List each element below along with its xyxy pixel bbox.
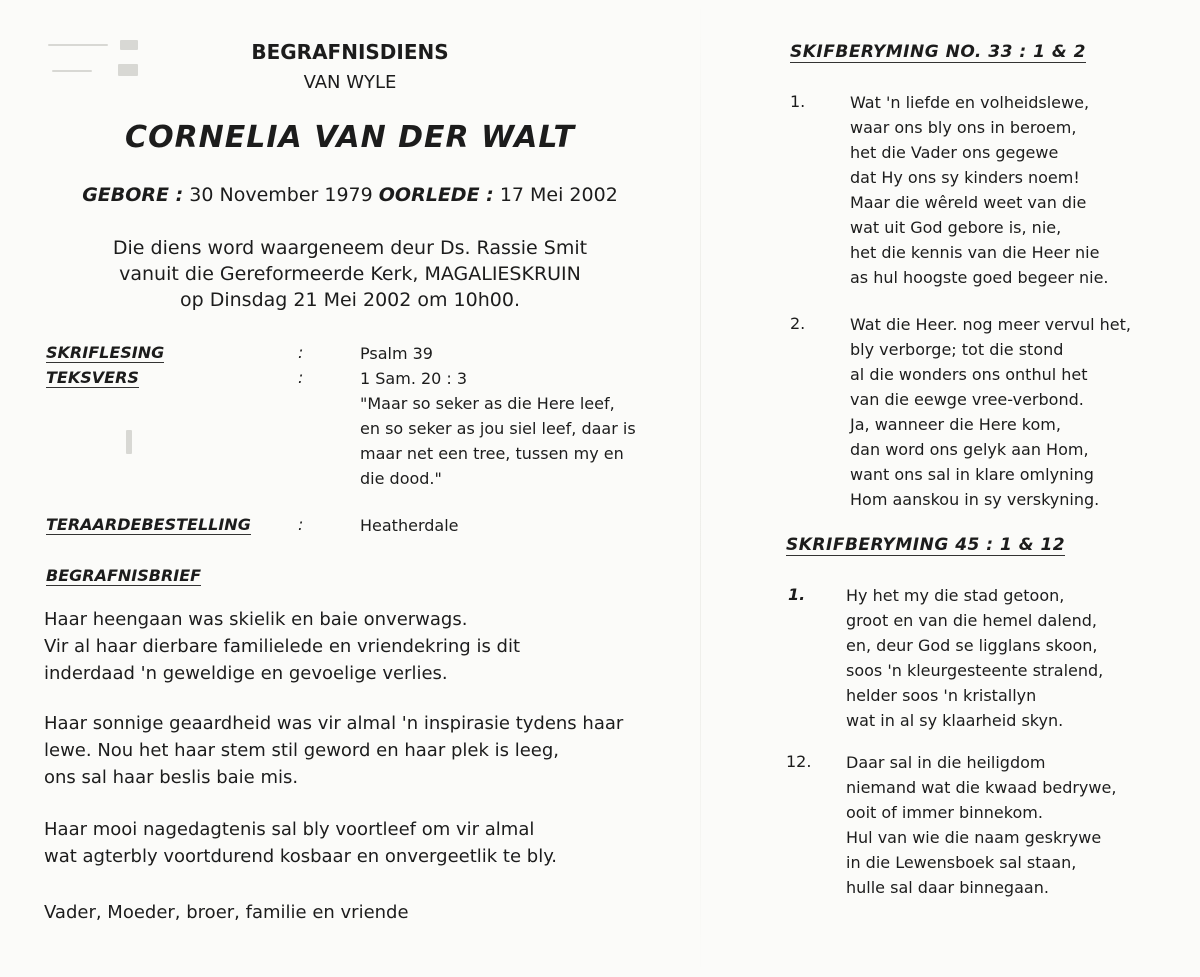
letter-signoff [44, 899, 409, 926]
verse-line: hulle sal daar binnegaan. [846, 878, 1049, 897]
born-date: 30 November 1979 [189, 184, 373, 206]
verse-text [846, 583, 1103, 733]
verse-line: het die Vader ons gegewe [850, 143, 1059, 162]
quote-line: maar net een tree, tussen my en [360, 444, 624, 463]
scripture-colon: : [298, 343, 304, 362]
letter-line: lewe. Nou het haar stem stil geword en haar plek is leeg, [44, 740, 560, 761]
verse-line: Wat die Heer. nog meer vervul het, [850, 315, 1131, 334]
verse-line: as hul hoogste goed begeer nie. [850, 268, 1109, 287]
verse-number: 1. [788, 585, 806, 604]
died-label: OORLEDE : [378, 184, 494, 206]
text-verse-quote [360, 391, 636, 491]
letter-line: Haar sonnige geaardheid was vir almal 'n inspirasie tydens haar [44, 713, 624, 734]
verse-line: het die kennis van die Heer nie [850, 243, 1100, 262]
text-verse-label: TEKSVERS [46, 368, 139, 387]
verse-line: Daar sal in die heiligdom [846, 753, 1046, 772]
burial-label: TERAARDEBESTELLING [46, 515, 251, 534]
verse-line: wat in al sy klaarheid skyn. [846, 711, 1064, 730]
scripture-value: Psalm 39 [360, 344, 433, 363]
verse-line: groot en van die hemel dalend, [846, 611, 1097, 630]
right-page [700, 0, 1200, 977]
letter-line: inderdaad 'n geweldige en gevoelige verlies. [44, 663, 448, 684]
burial-colon: : [298, 515, 304, 534]
service-title: BEGRAFNISDIENS [251, 40, 449, 64]
verse-line: Wat 'n liefde en volheidslewe, [850, 93, 1090, 112]
verse-line: soos 'n kleurgesteente stralend, [846, 661, 1104, 680]
service-line: Die diens word waargeneem deur Ds. Rassie Smit [112, 237, 588, 259]
verse-line: niemand wat die kwaad bedrywe, [846, 778, 1117, 797]
letter-paragraph [44, 710, 623, 791]
verse-line: ooit of immer binnekom. [846, 803, 1043, 822]
verse-text [850, 312, 1131, 512]
verse-line: en, deur God se ligglans skoon, [846, 636, 1098, 655]
quote-line: en so seker as jou siel leef, daar is [360, 419, 636, 438]
quote-line: "Maar so seker as die Here leef, [360, 394, 615, 413]
dates-line [0, 184, 700, 206]
verse-line: Ja, wanneer die Here kom, [850, 415, 1061, 434]
text-verse-colon: : [298, 368, 304, 387]
verse-line: al die wonders ons onthul het [850, 365, 1088, 384]
deceased-name: CORNELIA VAN DER WALT [125, 120, 575, 155]
service-details [0, 235, 700, 313]
letter-paragraph [44, 606, 520, 687]
hymn-45-heading: SKRIFBERYMING 45 : 1 & 12 [786, 535, 1066, 555]
verse-number: 2. [790, 314, 806, 333]
verse-line: in die Lewensboek sal staan, [846, 853, 1077, 872]
verse-line: Hom aanskou in sy verskyning. [850, 490, 1100, 509]
letter-line: Haar mooi nagedagtenis sal bly voortleef om vir almal [44, 819, 535, 840]
verse-number: 12. [786, 752, 812, 771]
verse-number: 1. [790, 92, 806, 111]
verse-line: Maar die wêreld weet van die [850, 193, 1087, 212]
born-label: GEBORE : [82, 184, 184, 206]
verse-text [846, 750, 1116, 900]
verse-line: dan word ons gelyk aan Hom, [850, 440, 1089, 459]
verse-line: dat Hy ons sy kinders noem! [850, 168, 1080, 187]
scripture-label: SKRIFLESING [46, 343, 165, 362]
service-subtitle: VAN WYLE [303, 72, 397, 93]
verse-line: waar ons bly ons in beroem, [850, 118, 1077, 137]
letter-paragraph [44, 816, 557, 870]
burial-value: Heatherdale [360, 516, 459, 535]
service-line: vanuit die Gereformeerde Kerk, MAGALIESKRUIN [119, 263, 581, 285]
verse-line: want ons sal in klare omlyning [850, 465, 1094, 484]
died-date: 17 Mei 2002 [499, 184, 618, 206]
letter-heading: BEGRAFNISBRIEF [46, 566, 202, 585]
verse-line: Hul van wie die naam geskrywe [846, 828, 1102, 847]
letter-line: Vir al haar dierbare familielede en vriendekring is dit [44, 636, 521, 657]
verse-line: wat uit God gebore is, nie, [850, 218, 1062, 237]
verse-line: Hy het my die stad getoon, [846, 586, 1065, 605]
verse-line: van die eewge vree-verbond. [850, 390, 1084, 409]
letter-line: Haar heengaan was skielik en baie onverwags. [44, 609, 468, 630]
verse-line: helder soos 'n kristallyn [846, 686, 1037, 705]
verse-line: bly verborge; tot die stond [850, 340, 1064, 359]
verse-text [850, 90, 1109, 290]
letter-line: Vader, Moeder, broer, familie en vriende [44, 902, 409, 923]
hymn-33-heading: SKIFBERYMING NO. 33 : 1 & 2 [790, 42, 1086, 62]
text-verse-reference: 1 Sam. 20 : 3 [360, 369, 468, 388]
quote-line: die dood." [360, 469, 442, 488]
service-line: op Dinsdag 21 Mei 2002 om 10h00. [180, 289, 520, 311]
letter-line: wat agterbly voortdurend kosbaar en onvergeetlik te bly. [44, 846, 558, 867]
letter-line: ons sal haar beslis baie mis. [44, 767, 299, 788]
